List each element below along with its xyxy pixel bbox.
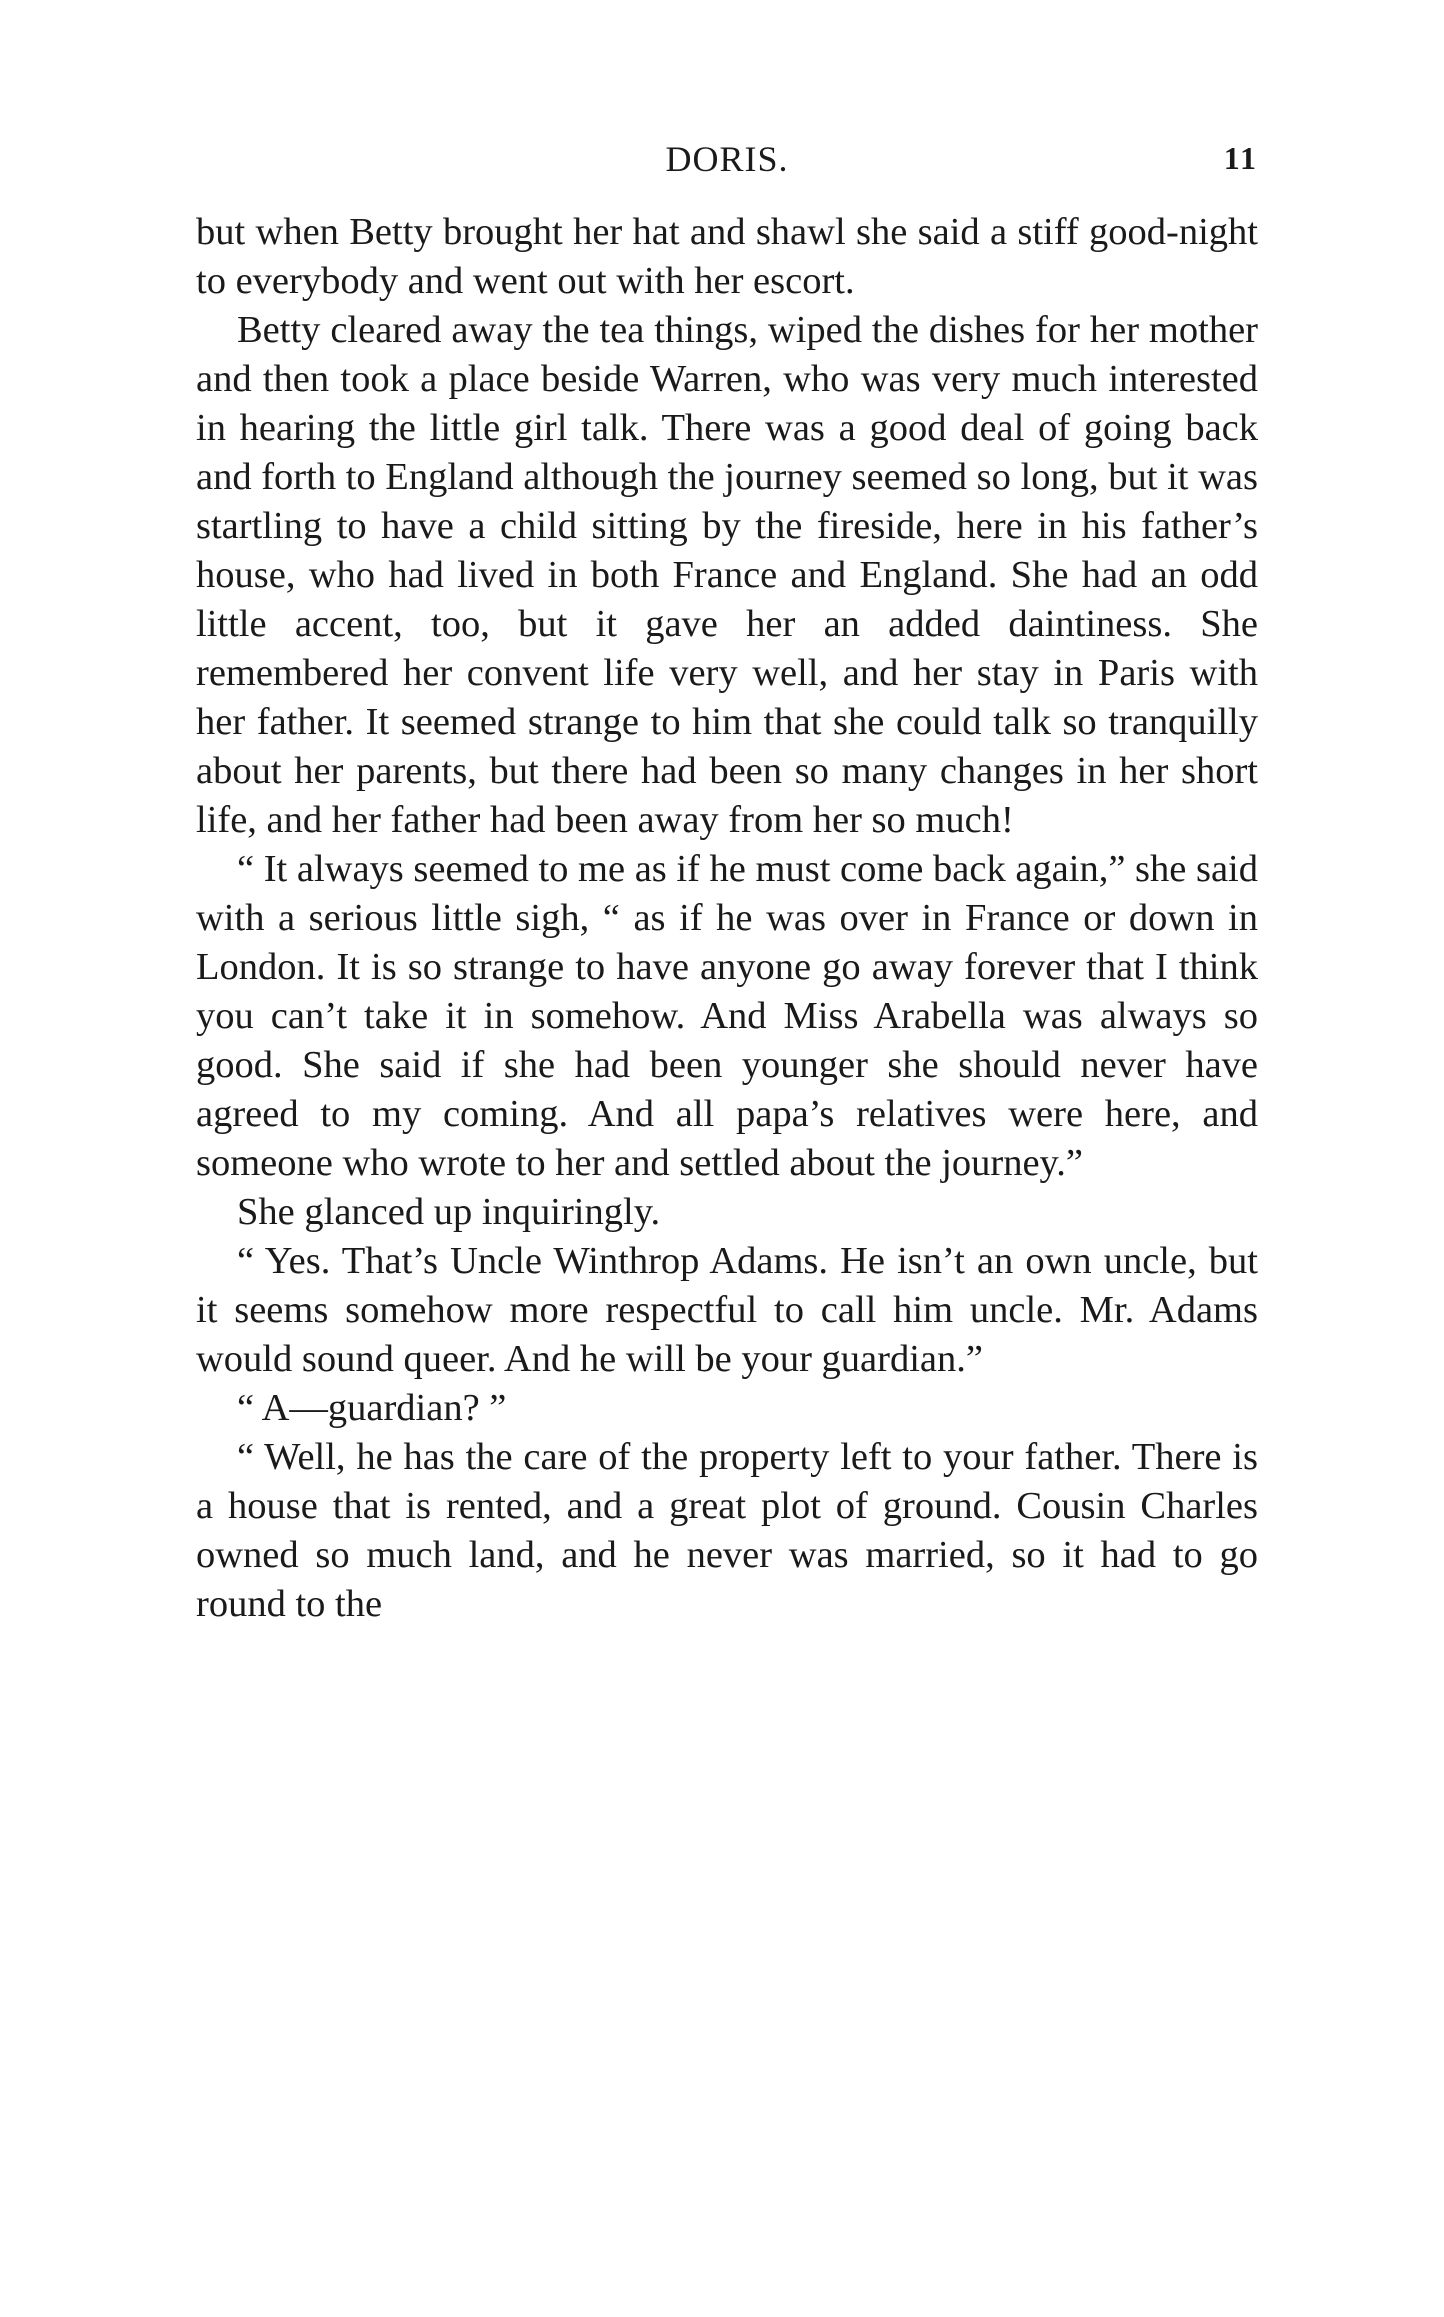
paragraph: Betty cleared away the tea things, wiped the dishes for her mother and then took a place beside Warren, who was very much interested in hearing the little girl talk. There was a good deal of going back and forth to England although the journey seemed so long, but it was startling to have a child sitting by the fireside, here in his father’s house, who had lived in both France and England. She had an odd little accent, too, but it gave her an added daintiness. She remembered her convent life very well, and her stay in Paris with her father. It seemed strange to him that she could talk so tranquilly about her parents, but there had been so many changes in her short life, and her father had been away from her so much! <box>196 309 1258 841</box>
running-title: DORIS. <box>665 139 789 179</box>
paragraph: “ Well, he has the care of the property left to your father. There is a house that is rented, and a great plot of ground. Cousin Charles owned so much land, and he never was married, so it had to go round to the <box>196 1436 1258 1625</box>
paragraph: “ Yes. That’s Uncle Winthrop Adams. He isn’t an own uncle, but it seems somehow more respectful to call him uncle. Mr. Adams would sound queer. And he will be your guardian.” <box>196 1240 1258 1380</box>
body-text <box>196 208 1258 1629</box>
book-page <box>196 132 1258 1629</box>
paragraph: “ It always seemed to me as if he must come back again,” she said with a serious little sigh, “ as if he was over in France or down in London. It is so strange to have anyone go away forever that I think you can’t take it in somehow. And Miss Arabella was always so good. She said if she had been younger she should never have agreed to my coming. And all papa’s relatives were here, and someone who wrote to her and settled about the journey.” <box>196 848 1258 1184</box>
paragraph: She glanced up inquiringly. <box>237 1191 661 1233</box>
running-head <box>196 132 1258 188</box>
page-number: 11 <box>1223 140 1258 176</box>
paragraph-continuation: but when Betty brought her hat and shawl she said a stiff good-night to everybody and went out with her escort. <box>196 211 1258 302</box>
paragraph: “ A—guardian? ” <box>237 1387 507 1429</box>
